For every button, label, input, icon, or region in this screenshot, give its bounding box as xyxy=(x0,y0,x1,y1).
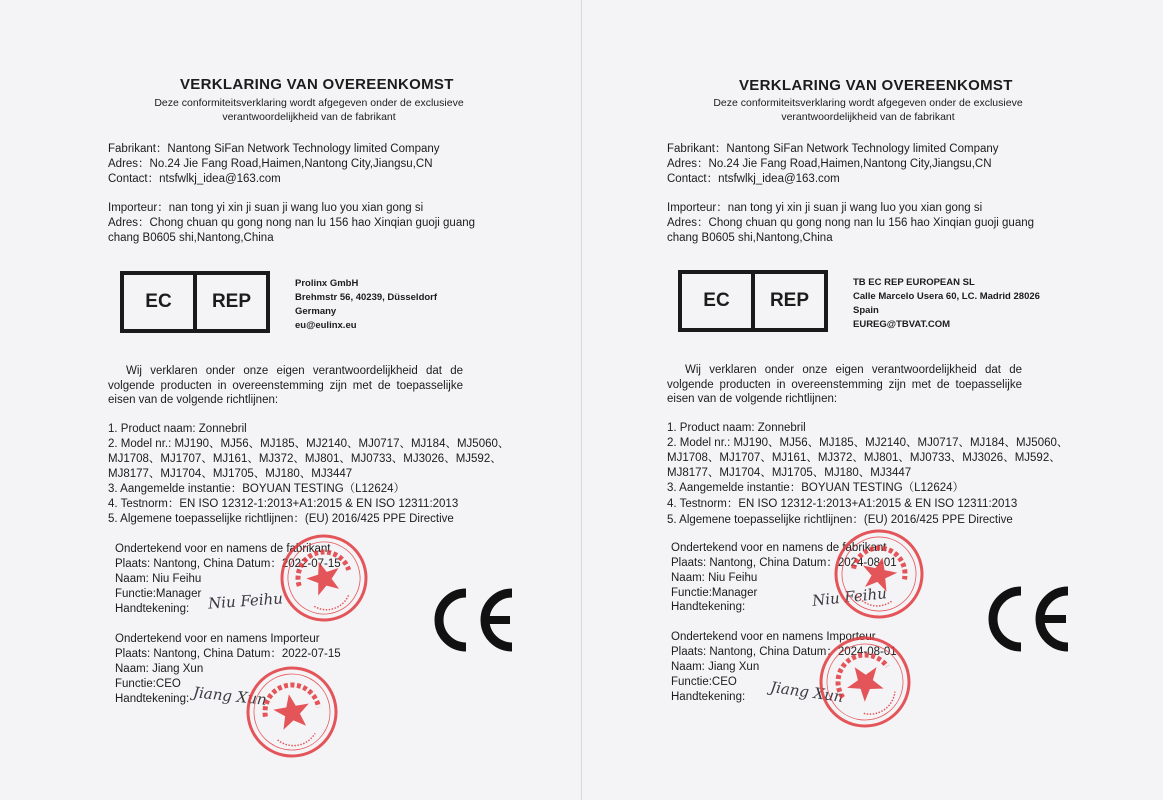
item-model-line-3: MJ8177、MJ1704、MJ1705、MJ180、MJ3447 xyxy=(108,468,353,480)
sign-manufacturer-signature-label: Handtekening: xyxy=(671,601,746,613)
item-test-standard: 4. Testnorm：EN ISO 12312-1:2013+A1:2015 & EN ISO 12311:2013 xyxy=(108,498,459,510)
item-directive: 5. Algemene toepasselijke richtlijnen：(EU) 2016/425 PPE Directive xyxy=(667,514,1013,526)
handwritten-signature: Niu Feihu xyxy=(207,589,284,613)
rep-country: Spain xyxy=(853,305,879,316)
page-title: VERKLARING VAN OVEREENKOMST xyxy=(739,77,1013,94)
importer: Importeur：nan tong yi xin ji suan ji wang luo you xian gong si xyxy=(108,202,424,214)
eu-representative xyxy=(295,277,437,333)
importer-address-line-1: Adres：Chong chuan qu gong nong nan lu 156 hao Xinqian guoji guang xyxy=(667,217,1035,229)
rep-street: Brehmstr 56, 40239, Düsseldorf xyxy=(295,292,438,303)
rep-name: Prolinx GmbH xyxy=(295,278,359,289)
sign-manufacturer-signature-label: Handtekening: xyxy=(115,603,190,615)
item-model-line-2: MJ1708、MJ1707、MJ161、MJ372、MJ801、MJ0733、MJ3026、MJ592、 xyxy=(667,452,1061,464)
importer: Importeur：nan tong yi xin ji suan ji wang luo you xian gong si xyxy=(667,202,983,214)
subtitle-line-1: Deze conformiteitsverklaring wordt afgegeven onder de exclusieve xyxy=(713,97,1023,109)
manufacturer-contact: Contact：ntsfwlkj_idea@163.com xyxy=(667,173,840,185)
ec-rep-symbol xyxy=(678,270,828,332)
subtitle-line-2: verantwoordelijkheid van de fabrikant xyxy=(781,111,955,123)
sign-importer-name: Naam: Jiang Xun xyxy=(115,663,204,675)
rep-country: Germany xyxy=(295,306,337,317)
importer-address-line-1: Adres：Chong chuan qu gong nong nan lu 156 hao Xinqian guoji guang xyxy=(108,217,476,229)
declaration-paragraph: Wij verklaren onder onze eigen verantwoordelijkheid dat de volgende producten in overeenstemming zijn met de toepasselijke eisen van de volgende richtlijnen: xyxy=(667,364,1022,405)
page-title: VERKLARING VAN OVEREENKOMST xyxy=(180,76,454,93)
sign-importer-function: Functie:CEO xyxy=(671,676,737,688)
item-product-name: 1. Product naam: Zonnebril xyxy=(667,422,806,434)
manufacturer: Fabrikant：Nantong SiFan Network Technology limited Company xyxy=(108,143,440,155)
sign-manufacturer-name: Naam: Niu Feihu xyxy=(671,572,758,584)
item-notified-body: 3. Aangemelde instantie：BOYUAN TESTING（L12624） xyxy=(667,482,965,494)
subtitle-line-2: verantwoordelijkheid van de fabrikant xyxy=(222,111,396,123)
ce-mark-icon xyxy=(426,587,518,653)
ec-rep-symbol xyxy=(120,271,270,333)
subtitle-line-1: Deze conformiteitsverklaring wordt afgegeven onder de exclusieve xyxy=(154,97,464,109)
ce-mark-icon xyxy=(980,585,1074,653)
company-seal-stamp xyxy=(817,634,913,730)
handwritten-signature: Jiang Xun xyxy=(192,683,268,709)
rep-name: TB EC REP EUROPEAN SL xyxy=(853,277,975,288)
sign-importer-place-date: Plaats: Nantong, China Datum：2024-08-01 xyxy=(671,646,897,658)
handwritten-signature: Jiang Xun xyxy=(769,677,845,707)
rep-email: EUREG@TBVAT.COM xyxy=(853,319,951,330)
company-seal-stamp xyxy=(278,532,370,624)
ec-label: EC xyxy=(145,291,172,312)
item-model-line-1: 2. Model nr.: MJ190、MJ56、MJ185、MJ2140、MJ0717、MJ184、MJ5060、 xyxy=(108,438,510,450)
importer-address-line-2: chang B0605 shi,Nantong,China xyxy=(108,232,274,244)
manufacturer-address: Adres：No.24 Jie Fang Road,Haimen,Nantong City,Jiangsu,CN xyxy=(667,158,992,170)
sign-importer-signature-label: Handtekening: xyxy=(671,691,746,703)
sign-manufacturer-heading: Ondertekend voor en namens de fabrikant xyxy=(671,542,887,554)
importer-address-line-2: chang B0605 shi,Nantong,China xyxy=(667,232,833,244)
sign-manufacturer-function: Functie:Manager xyxy=(115,588,202,600)
manufacturer-contact: Contact：ntsfwlkj_idea@163.com xyxy=(108,173,281,185)
sign-importer-signature-label: Handtekening: xyxy=(115,693,190,705)
item-test-standard: 4. Testnorm：EN ISO 12312-1:2013+A1:2015 & EN ISO 12311:2013 xyxy=(667,498,1018,510)
rep-label: REP xyxy=(193,275,266,329)
rep-email: eu@eulinx.eu xyxy=(295,320,357,331)
sign-importer-heading: Ondertekend voor en namens Importeur xyxy=(115,633,320,645)
sign-manufacturer-function: Functie:Manager xyxy=(671,587,758,599)
sign-manufacturer-heading: Ondertekend voor en namens de fabrikant xyxy=(115,543,331,555)
item-model-line-2: MJ1708、MJ1707、MJ161、MJ372、MJ801、MJ0733、MJ3026、MJ592、 xyxy=(108,453,502,465)
ec-label: EC xyxy=(703,290,730,311)
rep-label: REP xyxy=(751,274,824,328)
manufacturer-address: Adres：No.24 Jie Fang Road,Haimen,Nantong City,Jiangsu,CN xyxy=(108,158,433,170)
eu-representative xyxy=(853,276,1040,332)
sign-importer-place-date: Plaats: Nantong, China Datum：2022-07-15 xyxy=(115,648,341,660)
company-seal-stamp xyxy=(244,664,340,760)
rep-street: Calle Marcelo Usera 60, LC. Madrid 28026 xyxy=(853,291,1040,302)
sign-importer-heading: Ondertekend voor en namens Importeur xyxy=(671,631,876,643)
sign-importer-function: Functie:CEO xyxy=(115,678,181,690)
declaration-page-left xyxy=(0,0,581,800)
item-model-line-3: MJ8177、MJ1704、MJ1705、MJ180、MJ3447 xyxy=(667,467,912,479)
sign-manufacturer-name: Naam: Niu Feihu xyxy=(115,573,202,585)
sign-importer-name: Naam: Jiang Xun xyxy=(671,661,760,673)
manufacturer: Fabrikant：Nantong SiFan Network Technology limited Company xyxy=(667,143,999,155)
sign-manufacturer-place-date: Plaats: Nantong, China Datum：2024-08-01 xyxy=(671,557,897,569)
sign-manufacturer-place-date: Plaats: Nantong, China Datum：2022-07-15 xyxy=(115,558,341,570)
company-seal-stamp xyxy=(832,527,926,621)
declaration-page-right xyxy=(582,0,1163,800)
handwritten-signature: Niu Feihu xyxy=(811,584,888,610)
item-product-name: 1. Product naam: Zonnebril xyxy=(108,423,247,435)
item-notified-body: 3. Aangemelde instantie：BOYUAN TESTING（L12624） xyxy=(108,483,406,495)
declaration-paragraph: Wij verklaren onder onze eigen verantwoordelijkheid dat de volgende producten in overeenstemming zijn met de toepasselijke eisen van de volgende richtlijnen: xyxy=(108,365,463,406)
item-directive: 5. Algemene toepasselijke richtlijnen：(EU) 2016/425 PPE Directive xyxy=(108,513,454,525)
item-model-line-1: 2. Model nr.: MJ190、MJ56、MJ185、MJ2140、MJ0717、MJ184、MJ5060、 xyxy=(667,437,1069,449)
